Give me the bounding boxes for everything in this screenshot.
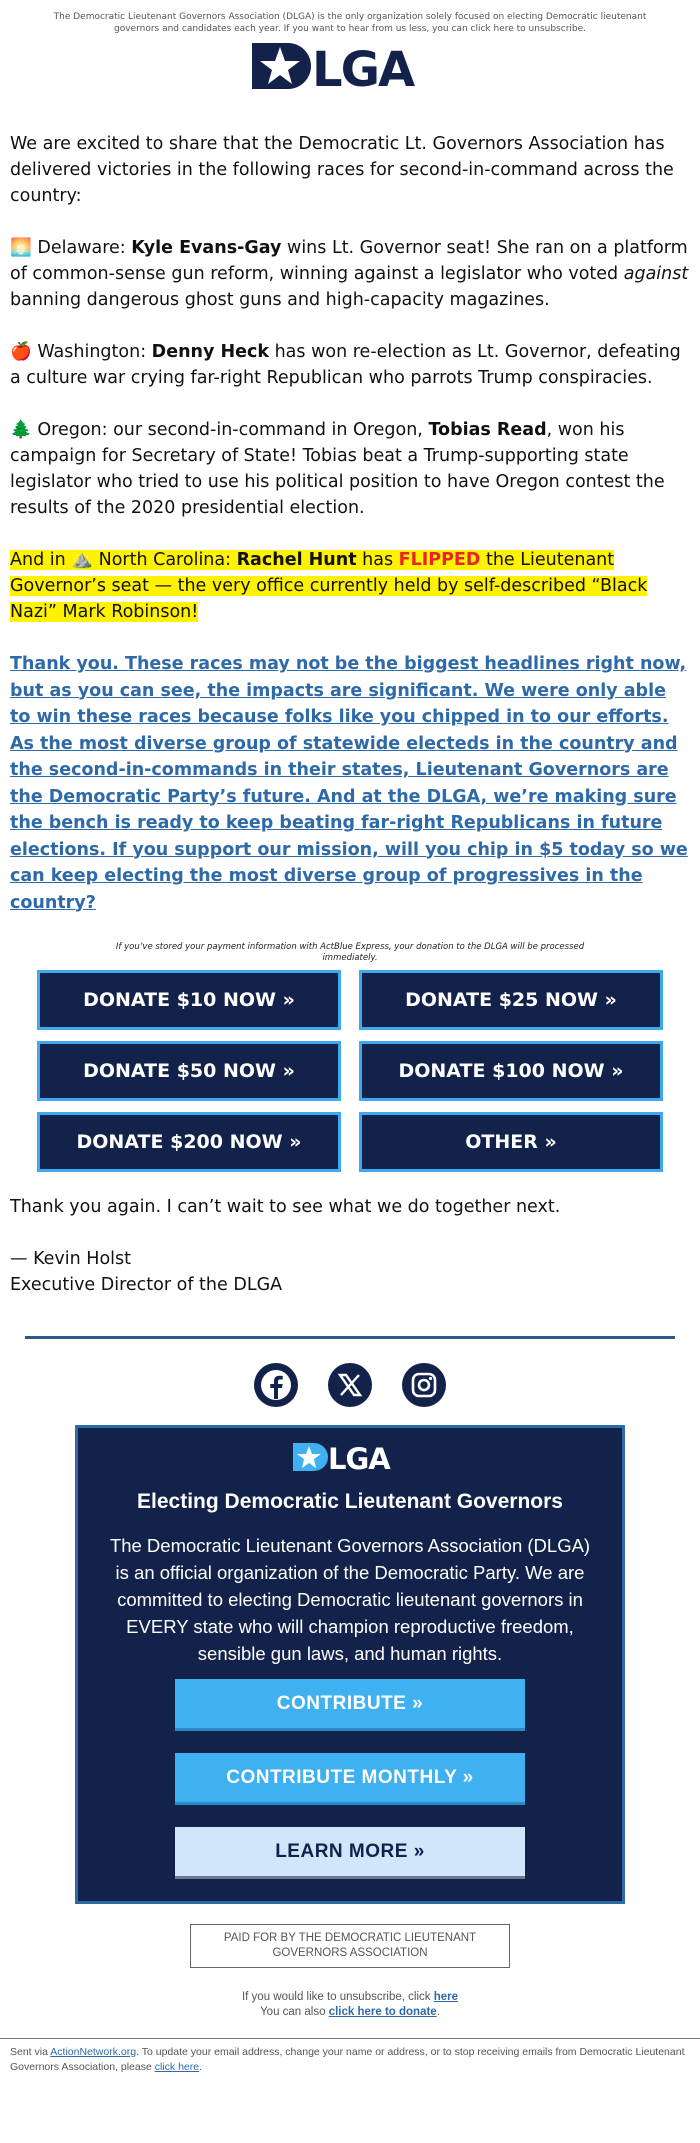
signature [10,1246,690,1298]
race-washington: 🍎 Washington: Denny Heck has won re-election as Lt. Governor, defeating a culture war crying far-right Republican who parrots Trump conspiracies. [10,342,681,388]
x-icon[interactable] [328,1363,372,1407]
actblue-note: If you’ve stored your payment information with ActBlue Express, your donation to the DLGA will be processed immediately. [115,942,585,963]
update-preferences-link[interactable]: click here [154,2061,200,2073]
logo-text: LGA [312,42,414,91]
footer-logo-text: LGA [328,1442,390,1472]
closing-text: Thank you again. I can’t wait to see what we do together next. [10,1197,561,1217]
unsubscribe-link[interactable]: here [433,1991,459,2003]
contribute-monthly-button[interactable]: CONTRIBUTE MONTHLY » [175,1753,525,1805]
footer-title: Electing Democratic Lieutenant Governors [137,1490,563,1513]
apple-icon: 🍎 [10,342,32,362]
preheader[interactable]: The Democratic Lieutenant Governors Association (DLGA) is the only organization solely focused on electing Democratic lieutenant governors and candidates each year. If you want to hear from us less, you can click here to unsubscribe. [53,12,647,34]
actionnetwork-link[interactable]: ActionNetwork.org [50,2046,137,2058]
tree-icon: 🌲 [10,420,32,440]
divider [25,1336,675,1339]
race-north-carolina: And in ⛰️ North Carolina: Rachel Hunt has FLIPPED the Lieutenant Governor’s seat — the very office currently held by self-described “Black Nazi” Mark Robinson! [10,550,648,622]
paid-for-disclaimer: PAID FOR BY THE DEMOCRATIC LIEUTENANT GOVERNORS ASSOCIATION [190,1924,510,1968]
unsubscribe-section: If you would like to unsubscribe, click here You can also click here to donate. [241,1991,459,2018]
donation-ask-link[interactable]: Thank you. These races may not be the biggest headlines right now, but as you can see, the impacts are significant. We were only able to win these races because folks like you chipped in to our efforts. As the most diverse group of statewide electeds in the country and the second-in-commands in their states, Lieutenant Governors are the Democratic Party’s future. And at the DLGA, we’re making sure the bench is ready to keep beating far-right Republicans in future elections. If you support our mission, will you chip in $5 today so we can keep electing the most diverse group of progressives in the country? [10,654,688,913]
donate-100-button[interactable]: DONATE $100 NOW » [359,1041,663,1101]
intro-text: We are excited to share that the Democratic Lt. Governors Association has delivered victories in the following races for second-in-command across the country: [10,134,674,206]
facebook-icon[interactable] [254,1363,298,1407]
dlga-logo[interactable] [250,41,450,91]
social-links [0,1363,700,1407]
race-oregon: 🌲 Oregon: our second-in-command in Oregon, Tobias Read, won his campaign for Secretary of State! Tobias beat a Trump-supporting state legislator who tried to use his political position to have Oregon contest the results of the 2020 presidential election. [10,420,665,518]
learn-more-button[interactable]: LEARN MORE » [175,1827,525,1879]
signature-name: — Kevin Holst [10,1249,132,1269]
instagram-icon[interactable] [402,1363,446,1407]
flipped-label: FLIPPED [398,550,481,570]
footer-description: The Democratic Lieutenant Governors Association (DLGA) is an official organization of the Democratic Party. We are committed to electing Democratic lieutenant governors in EVERY state who will champion reproductive freedom, sensible gun laws, and human rights. [109,1535,591,1664]
donate-200-button[interactable]: DONATE $200 NOW » [37,1112,341,1172]
donate-other-button[interactable]: OTHER » [359,1112,663,1172]
donate-link[interactable]: click here to donate [328,2006,437,2018]
donate-10-button[interactable]: DONATE $10 NOW » [37,970,341,1030]
signature-title: Executive Director of the DLGA [10,1275,283,1295]
donate-button-grid [0,970,700,1172]
race-delaware: 🌅 Delaware: Kyle Evans-Gay wins Lt. Governor seat! She ran on a platform of common-sense gun reform, winning against a legislator who voted against banning dangerous ghost guns and high-capacity magazines. [10,238,689,310]
donate-25-button[interactable]: DONATE $25 NOW » [359,970,663,1030]
candidate-name: Tobias Read [428,420,547,440]
candidate-name: Denny Heck [151,342,270,362]
donate-50-button[interactable]: DONATE $50 NOW » [37,1041,341,1101]
contribute-button[interactable]: CONTRIBUTE » [175,1679,525,1731]
footer-box [75,1425,625,1904]
sent-via-footer: Sent via ActionNetwork.org. To update your email address, change your name or address, or to stop receiving emails from Democratic Lieutenant Governors Association, please click here. [10,2046,685,2073]
footer-logo[interactable] [292,1442,408,1472]
mountain-icon: ⛰️ [71,550,94,570]
candidate-name: Kyle Evans-Gay [131,238,282,258]
sunrise-icon: 🌅 [10,238,32,258]
candidate-name: Rachel Hunt [236,550,357,570]
